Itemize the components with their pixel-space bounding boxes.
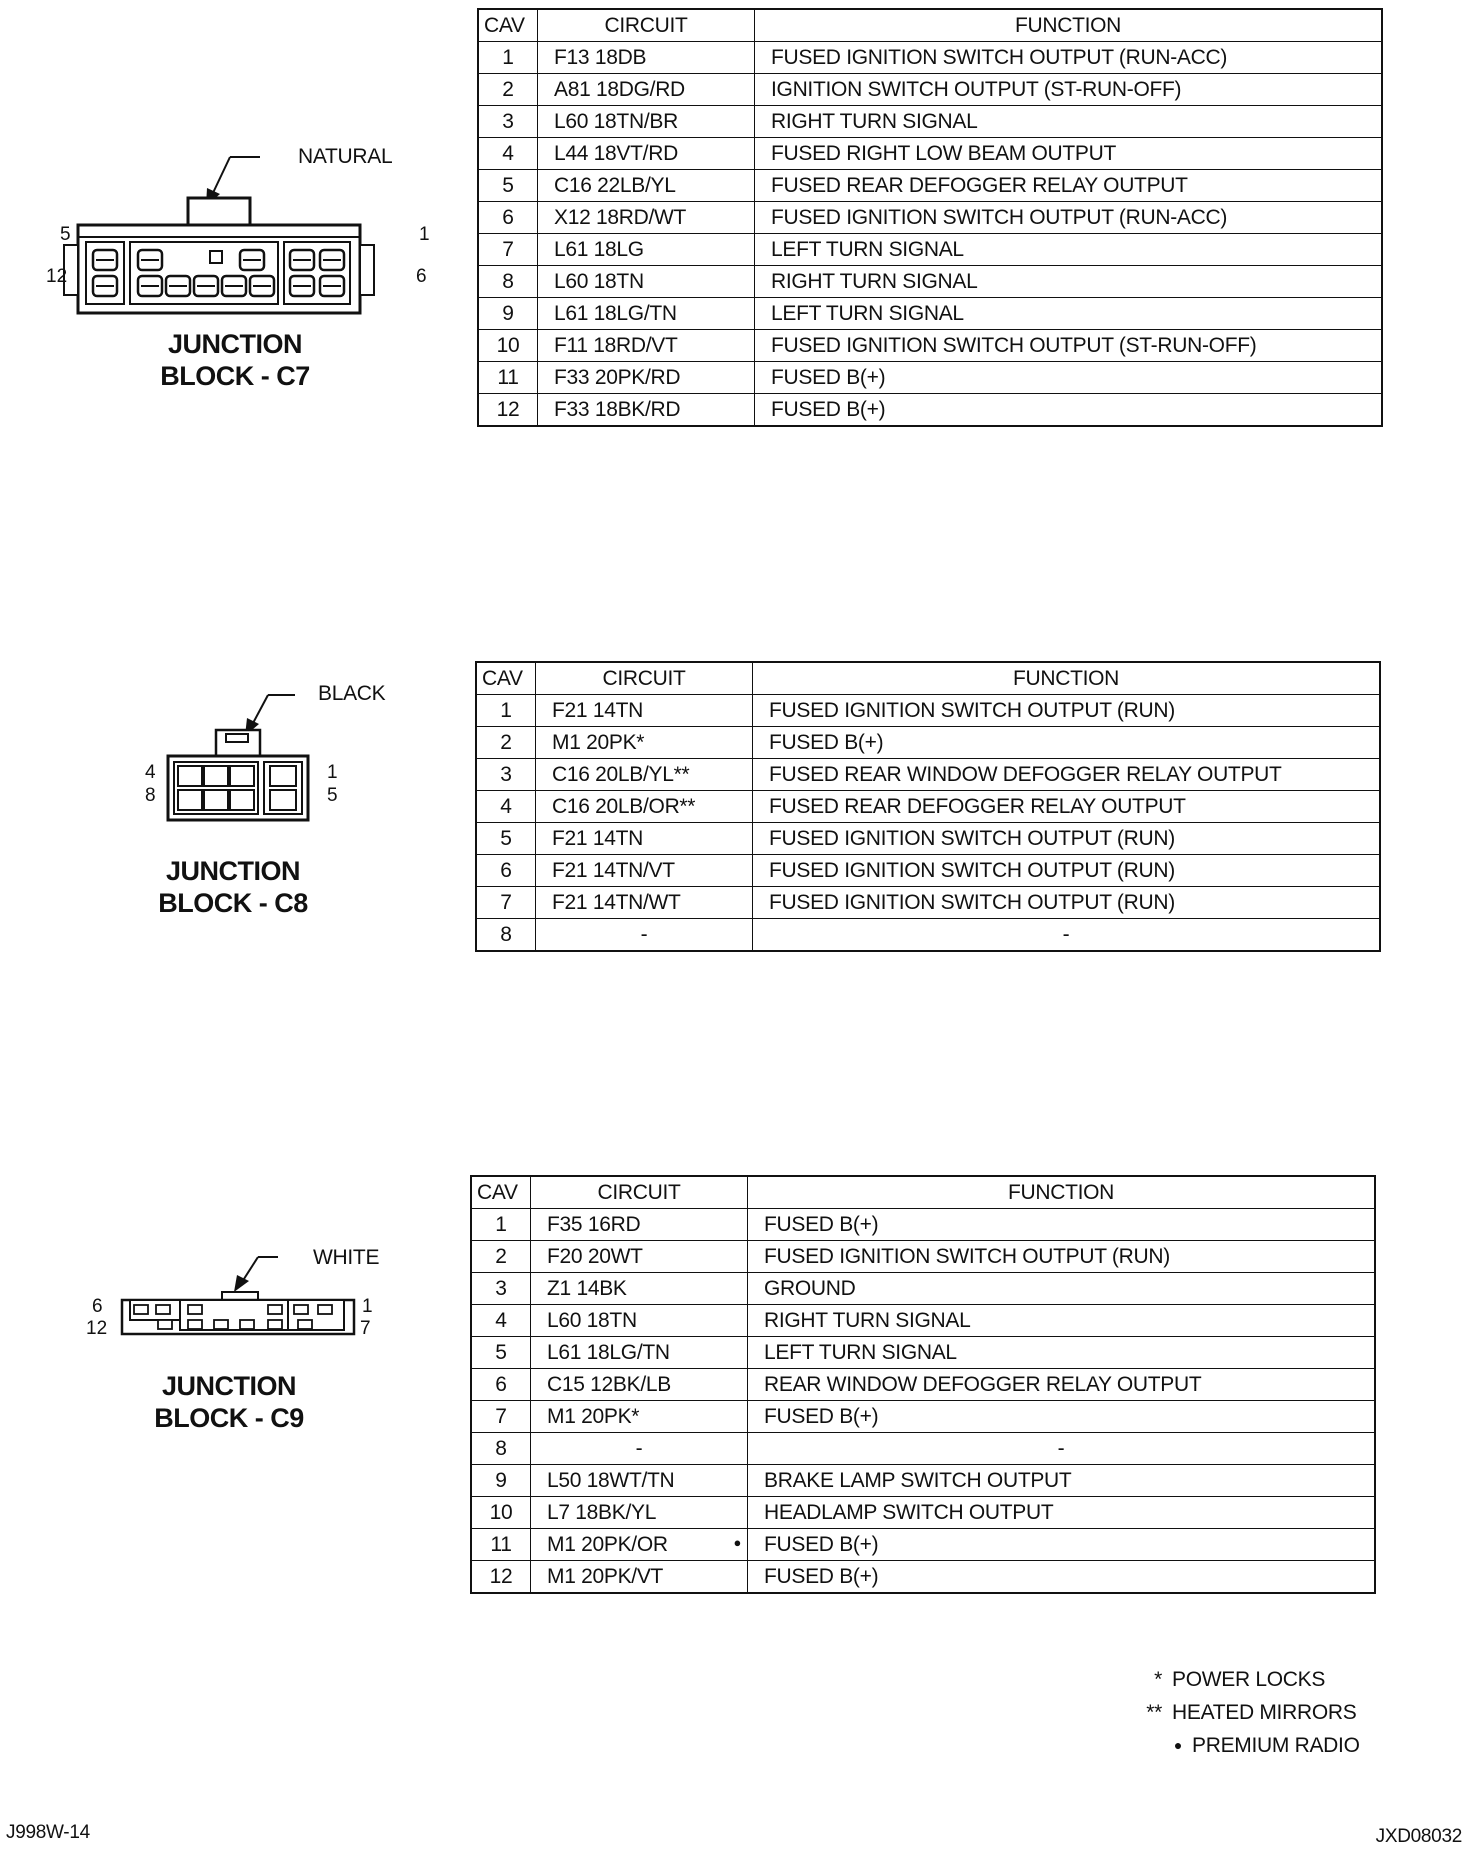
circuit-cell: F21 14TN — [536, 695, 753, 727]
cav-cell: 3 — [471, 1273, 531, 1305]
cav-cell: 3 — [478, 106, 538, 138]
c8-pin-label-top-right: 1 — [327, 762, 338, 783]
circuit-cell: L7 18BK/YL — [531, 1497, 748, 1529]
circuit-cell: F21 14TN/WT — [536, 887, 753, 919]
cav-cell: 4 — [478, 138, 538, 170]
circuit-cell: C16 20LB/OR** — [536, 791, 753, 823]
table-row — [471, 1273, 1375, 1305]
function-cell: FUSED IGNITION SWITCH OUTPUT (RUN) — [753, 695, 1381, 727]
table-row — [471, 1305, 1375, 1337]
cav-cell: 8 — [478, 266, 538, 298]
function-cell: FUSED IGNITION SWITCH OUTPUT (RUN) — [753, 855, 1381, 887]
function-cell: FUSED B(+) — [748, 1561, 1376, 1594]
function-cell: FUSED IGNITION SWITCH OUTPUT (RUN) — [753, 887, 1381, 919]
cav-cell: 11 — [478, 362, 538, 394]
table-row — [478, 330, 1382, 362]
legend-symbol: ** — [1146, 1701, 1162, 1724]
c7-table-body — [478, 42, 1382, 427]
table-row — [471, 1465, 1375, 1497]
table-row — [476, 919, 1380, 952]
table-header-row — [476, 662, 1380, 695]
table-row — [471, 1433, 1375, 1465]
table-row — [478, 362, 1382, 394]
c7-pin-label-top-right: 1 — [419, 224, 430, 245]
function-header: FUNCTION — [748, 1176, 1376, 1209]
circuit-cell: - — [531, 1433, 748, 1465]
c7-block-title — [140, 328, 330, 392]
c7-pin-label-bottom-right: 6 — [416, 266, 427, 287]
table-row — [478, 202, 1382, 234]
circuit-cell: F11 18RD/VT — [538, 330, 755, 362]
circuit-cell: L44 18VT/RD — [538, 138, 755, 170]
cav-cell: 2 — [476, 727, 536, 759]
c9-pin-label-bottom-right: 7 — [360, 1318, 371, 1339]
function-cell: FUSED REAR DEFOGGER RELAY OUTPUT — [755, 170, 1383, 202]
function-cell: FUSED IGNITION SWITCH OUTPUT (RUN) — [753, 823, 1381, 855]
table-row — [478, 74, 1382, 106]
table-row — [476, 823, 1380, 855]
c7-pin-table — [477, 8, 1383, 427]
circuit-cell: F13 18DB — [538, 42, 755, 74]
c9-pin-table — [470, 1175, 1376, 1594]
circuit-cell: L50 18WT/TN — [531, 1465, 748, 1497]
function-cell: FUSED B(+) — [753, 727, 1381, 759]
circuit-header: CIRCUIT — [531, 1176, 748, 1209]
function-cell: FUSED IGNITION SWITCH OUTPUT (RUN-ACC) — [755, 202, 1383, 234]
c9-color-label: WHITE — [313, 1246, 380, 1269]
table-row — [476, 759, 1380, 791]
table-row — [471, 1561, 1375, 1594]
table-row — [478, 298, 1382, 330]
legend-text: HEATED MIRRORS — [1172, 1701, 1357, 1724]
table-header-row — [478, 9, 1382, 42]
function-cell: LEFT TURN SIGNAL — [755, 298, 1383, 330]
table-row — [471, 1529, 1375, 1561]
cav-cell: 3 — [476, 759, 536, 791]
table-row — [476, 887, 1380, 919]
circuit-cell: F20 20WT — [531, 1241, 748, 1273]
circuit-cell: L60 18TN — [531, 1305, 748, 1337]
legend-symbol: ● — [1173, 1737, 1182, 1753]
circuit-cell: C15 12BK/LB — [531, 1369, 748, 1401]
cav-cell: 7 — [476, 887, 536, 919]
function-cell: FUSED B(+) — [748, 1209, 1376, 1241]
legend-symbol: * — [1154, 1668, 1162, 1691]
circuit-cell: C16 22LB/YL — [538, 170, 755, 202]
circuit-cell: M1 20PK* — [536, 727, 753, 759]
cav-cell: 1 — [471, 1209, 531, 1241]
cav-cell: 4 — [471, 1305, 531, 1337]
cav-cell: 8 — [471, 1433, 531, 1465]
function-cell: GROUND — [748, 1273, 1376, 1305]
footnote-legend — [1140, 1663, 1360, 1762]
circuit-cell: F21 14TN — [536, 823, 753, 855]
function-cell: FUSED REAR WINDOW DEFOGGER RELAY OUTPUT — [753, 759, 1381, 791]
circuit-header: CIRCUIT — [536, 662, 753, 695]
function-cell: BRAKE LAMP SWITCH OUTPUT — [748, 1465, 1376, 1497]
table-row — [471, 1241, 1375, 1273]
table-row — [478, 266, 1382, 298]
table-row — [478, 234, 1382, 266]
c8-title-line1: JUNCTION — [165, 856, 300, 886]
function-cell: IGNITION SWITCH OUTPUT (ST-RUN-OFF) — [755, 74, 1383, 106]
cav-cell: 5 — [478, 170, 538, 202]
function-cell: FUSED REAR DEFOGGER RELAY OUTPUT — [753, 791, 1381, 823]
table-row — [476, 855, 1380, 887]
circuit-cell: M1 20PK/VT — [531, 1561, 748, 1594]
circuit-cell: F33 20PK/RD — [538, 362, 755, 394]
c9-pin-label-bottom-left: 12 — [86, 1318, 108, 1339]
cav-header: CAV — [478, 9, 538, 42]
circuit-cell: L61 18LG/TN — [538, 298, 755, 330]
table-row — [471, 1369, 1375, 1401]
function-cell: - — [748, 1433, 1376, 1465]
connector-c7-diagram — [60, 150, 380, 320]
circuit-header: CIRCUIT — [538, 9, 755, 42]
table-row — [471, 1401, 1375, 1433]
circuit-cell: F35 16RD — [531, 1209, 748, 1241]
c9-pin-label-top-right: 1 — [362, 1296, 373, 1317]
c7-title-line1: JUNCTION — [167, 329, 302, 359]
c7-title-line2: BLOCK - C7 — [160, 361, 310, 391]
cav-cell: 1 — [476, 695, 536, 727]
function-cell: FUSED B(+) — [748, 1401, 1376, 1433]
c9-title-line2: BLOCK - C9 — [154, 1403, 304, 1433]
cav-cell: 6 — [476, 855, 536, 887]
cav-cell: 12 — [478, 394, 538, 427]
table-row — [478, 394, 1382, 427]
footer-right-code: JXD08032 — [1375, 1826, 1462, 1847]
c7-color-label: NATURAL — [298, 145, 393, 168]
table-row — [478, 106, 1382, 138]
function-cell: - — [753, 919, 1381, 952]
circuit-cell: L61 18LG/TN — [531, 1337, 748, 1369]
function-cell: RIGHT TURN SIGNAL — [755, 266, 1383, 298]
cav-cell: 11 — [471, 1529, 531, 1561]
c8-color-label: BLACK — [318, 682, 386, 705]
cav-cell: 9 — [478, 298, 538, 330]
function-cell: LEFT TURN SIGNAL — [755, 234, 1383, 266]
cav-cell: 5 — [476, 823, 536, 855]
cav-cell: 2 — [478, 74, 538, 106]
circuit-cell: Z1 14BK — [531, 1273, 748, 1305]
table-row — [476, 727, 1380, 759]
circuit-cell: L61 18LG — [538, 234, 755, 266]
function-cell: FUSED IGNITION SWITCH OUTPUT (RUN-ACC) — [755, 42, 1383, 74]
circuit-cell: - — [536, 919, 753, 952]
legend-item — [1140, 1729, 1360, 1762]
circuit-cell: A81 18DG/RD — [538, 74, 755, 106]
cav-header: CAV — [471, 1176, 531, 1209]
legend-item — [1140, 1696, 1360, 1729]
c7-pin-label-bottom-left: 12 — [46, 266, 68, 287]
c9-title-line1: JUNCTION — [161, 1371, 296, 1401]
table-row — [478, 42, 1382, 74]
c8-pin-label-bottom-right: 5 — [327, 785, 338, 806]
cav-cell: 6 — [478, 202, 538, 234]
cav-cell: 9 — [471, 1465, 531, 1497]
cav-header: CAV — [476, 662, 536, 695]
c8-pin-table — [475, 661, 1381, 952]
table-header-row — [471, 1176, 1375, 1209]
function-header: FUNCTION — [753, 662, 1381, 695]
c8-pin-label-top-left: 4 — [145, 762, 156, 783]
function-cell: FUSED IGNITION SWITCH OUTPUT (ST-RUN-OFF) — [755, 330, 1383, 362]
table-row — [478, 138, 1382, 170]
cav-cell: 2 — [471, 1241, 531, 1273]
function-cell: LEFT TURN SIGNAL — [748, 1337, 1376, 1369]
cav-cell: 7 — [471, 1401, 531, 1433]
cav-cell: 10 — [471, 1497, 531, 1529]
c8-table-body — [476, 695, 1380, 952]
premium-radio-marker: ● — [733, 1535, 741, 1550]
function-cell: RIGHT TURN SIGNAL — [748, 1305, 1376, 1337]
circuit-cell: X12 18RD/WT — [538, 202, 755, 234]
cav-cell: 6 — [471, 1369, 531, 1401]
c9-block-title — [134, 1370, 324, 1434]
c7-pin-label-top-left: 5 — [60, 224, 71, 245]
cav-cell: 12 — [471, 1561, 531, 1594]
circuit-cell: L60 18TN — [538, 266, 755, 298]
circuit-cell: M1 20PK* — [531, 1401, 748, 1433]
function-cell: FUSED IGNITION SWITCH OUTPUT (RUN) — [748, 1241, 1376, 1273]
cav-cell: 8 — [476, 919, 536, 952]
function-cell: FUSED B(+) — [755, 362, 1383, 394]
c8-block-title — [138, 855, 328, 919]
table-row — [471, 1209, 1375, 1241]
function-cell: FUSED B(+) — [748, 1529, 1376, 1561]
function-header: FUNCTION — [755, 9, 1383, 42]
table-row — [476, 791, 1380, 823]
cav-cell: 4 — [476, 791, 536, 823]
cav-cell: 1 — [478, 42, 538, 74]
circuit-cell: F33 18BK/RD — [538, 394, 755, 427]
footer-left-code: J998W-14 — [6, 1822, 90, 1843]
table-row — [471, 1497, 1375, 1529]
cav-cell: 5 — [471, 1337, 531, 1369]
function-cell: HEADLAMP SWITCH OUTPUT — [748, 1497, 1376, 1529]
circuit-cell: M1 20PK/OR ● — [531, 1529, 748, 1561]
cav-cell: 7 — [478, 234, 538, 266]
connector-c8-diagram — [150, 690, 330, 830]
table-row — [478, 170, 1382, 202]
legend-item — [1140, 1663, 1360, 1696]
cav-cell: 10 — [478, 330, 538, 362]
c8-pin-label-bottom-left: 8 — [145, 785, 156, 806]
c9-table-body — [471, 1209, 1375, 1594]
function-cell: REAR WINDOW DEFOGGER RELAY OUTPUT — [748, 1369, 1376, 1401]
function-cell: FUSED RIGHT LOW BEAM OUTPUT — [755, 138, 1383, 170]
function-cell: FUSED B(+) — [755, 394, 1383, 427]
table-row — [476, 695, 1380, 727]
circuit-cell: C16 20LB/YL** — [536, 759, 753, 791]
legend-text: PREMIUM RADIO — [1192, 1734, 1360, 1757]
c8-title-line2: BLOCK - C8 — [158, 888, 308, 918]
c9-pin-label-top-left: 6 — [92, 1296, 103, 1317]
table-row — [471, 1337, 1375, 1369]
circuit-cell: F21 14TN/VT — [536, 855, 753, 887]
legend-text: POWER LOCKS — [1172, 1668, 1326, 1691]
function-cell: RIGHT TURN SIGNAL — [755, 106, 1383, 138]
circuit-cell: L60 18TN/BR — [538, 106, 755, 138]
